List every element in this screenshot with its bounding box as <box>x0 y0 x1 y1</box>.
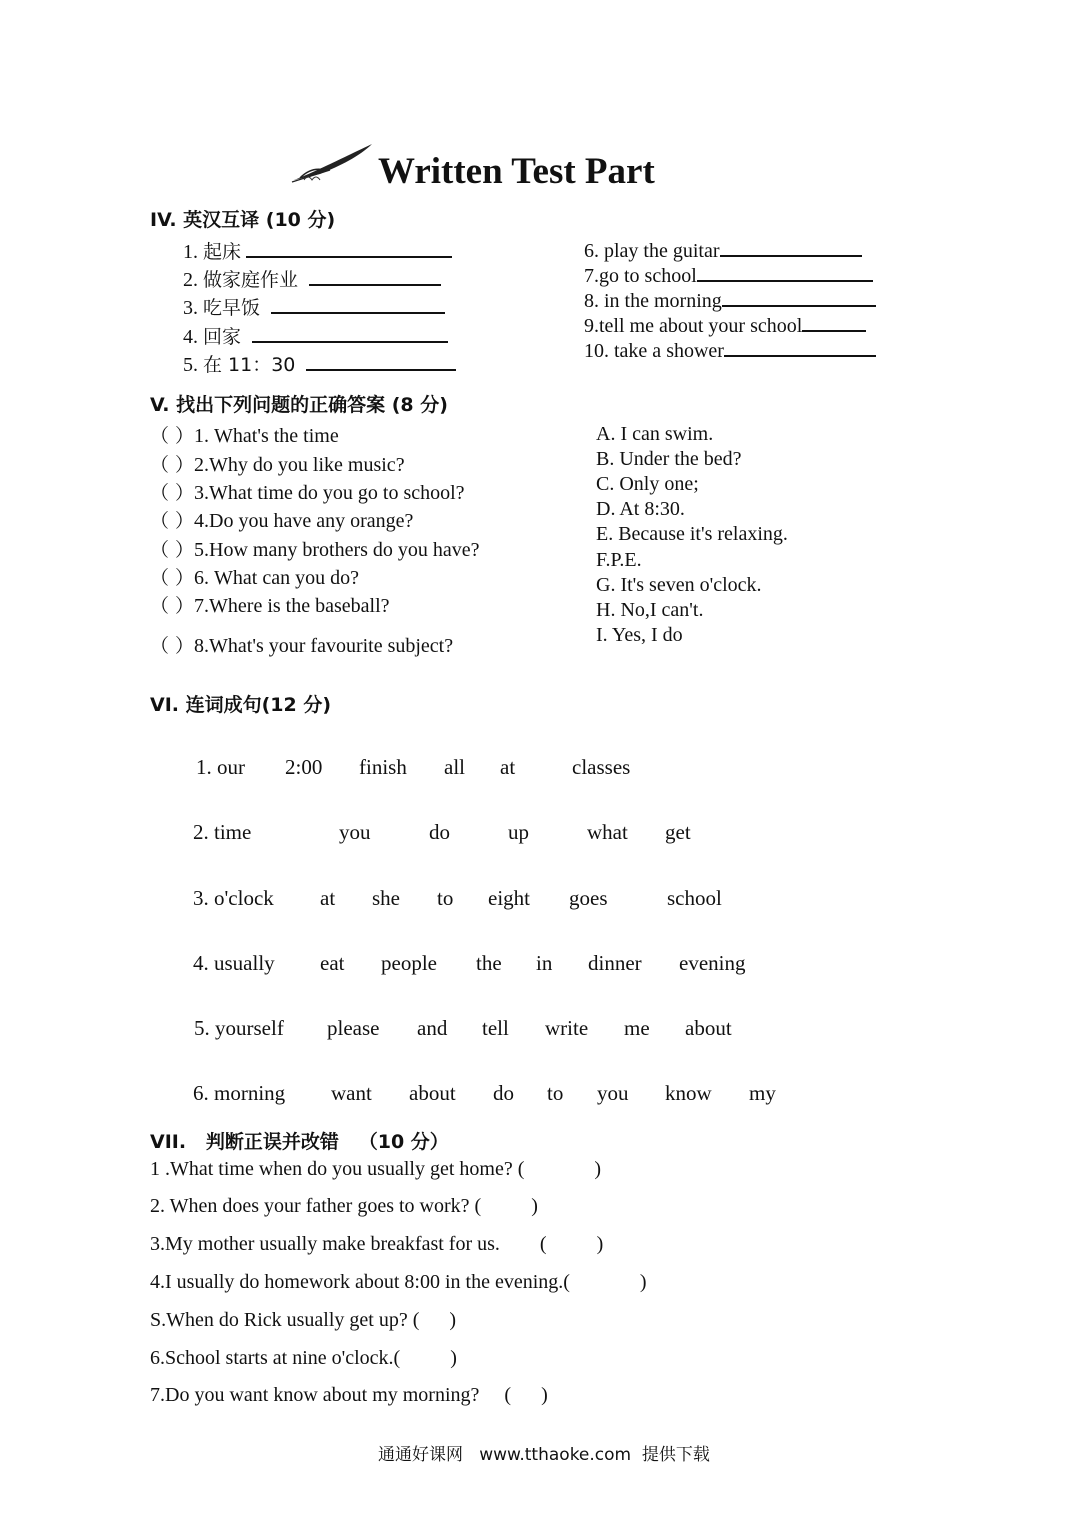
scrambled-word: in <box>536 951 553 975</box>
scrambled-word: 1. our <box>196 755 245 779</box>
match-answer: F.P.E. <box>596 549 642 571</box>
scrambled-word: evening <box>679 951 746 975</box>
correction-item[interactable]: 4.I usually do homework about 8:00 in the evening.( ) <box>150 1271 647 1293</box>
correction-item[interactable]: 7.Do you want know about my morning? ( ) <box>150 1384 548 1406</box>
answer-blank[interactable] <box>271 294 445 314</box>
answer-blank[interactable] <box>802 312 866 332</box>
scrambled-word: please <box>327 1016 380 1040</box>
quill-pen-icon <box>290 140 376 186</box>
scrambled-word: you <box>597 1081 629 1105</box>
scrambled-word: want <box>331 1081 372 1105</box>
match-answer: H. No,I can't. <box>596 599 704 621</box>
scrambled-word: at <box>320 886 336 910</box>
scrambled-word: goes <box>569 886 608 910</box>
scrambled-word: me <box>624 1016 650 1040</box>
scrambled-word: what <box>587 820 628 844</box>
match-answer: A. I can swim. <box>596 423 714 445</box>
answer-blank[interactable] <box>724 337 876 357</box>
translate-item: 1. 起床 <box>183 237 452 264</box>
answer-blank[interactable] <box>246 238 452 258</box>
answer-bracket[interactable]: （ ） <box>150 510 195 532</box>
scrambled-word: you <box>339 820 371 844</box>
match-answer: E. Because it's relaxing. <box>596 523 788 545</box>
translate-item: 5. 在 11：30 <box>183 350 456 377</box>
translate-item: 10. take a shower <box>584 337 876 363</box>
correction-item[interactable]: 6.School starts at nine o'clock.( ) <box>150 1347 457 1369</box>
section-4-heading: IV. 英汉互译 (10 分) <box>150 209 336 231</box>
scrambled-word: dinner <box>588 951 642 975</box>
match-answer: D. At 8:30. <box>596 498 685 520</box>
scrambled-word: about <box>409 1081 456 1105</box>
answer-blank[interactable] <box>720 237 862 257</box>
translate-item: 7.go to school <box>584 262 873 288</box>
scrambled-word: eat <box>320 951 345 975</box>
answer-bracket[interactable]: （ ） <box>150 425 195 447</box>
match-answer: G. It's seven o'clock. <box>596 574 762 596</box>
scrambled-word: eight <box>488 886 530 910</box>
match-answer: B. Under the bed? <box>596 448 742 470</box>
scrambled-word: to <box>547 1081 564 1105</box>
match-answer: I. Yes, I do <box>596 624 683 646</box>
scrambled-word: about <box>685 1016 732 1040</box>
scrambled-word: people <box>381 951 437 975</box>
match-question: （ ）2.Why do you like music? <box>150 454 405 476</box>
translate-item: 9.tell me about your school <box>584 312 866 338</box>
scrambled-word: the <box>476 951 502 975</box>
scrambled-word: she <box>372 886 400 910</box>
page-title: Written Test Part <box>378 151 655 192</box>
answer-bracket[interactable]: （ ） <box>150 482 195 504</box>
translate-item: 4. 回家 <box>183 322 448 349</box>
correction-item[interactable]: 1 .What time when do you usually get home? ( ) <box>150 1158 602 1180</box>
scrambled-word: school <box>667 886 722 910</box>
correction-item[interactable]: 3.My mother usually make breakfast for us. ( ) <box>150 1233 604 1255</box>
scrambled-word: tell <box>482 1016 509 1040</box>
match-question: （ ）5.How many brothers do you have? <box>150 539 480 561</box>
section-6-heading: VI. 连词成句(12 分) <box>150 694 332 716</box>
page-footer: 通通好课网 www.tthaoke.com 提供下载 <box>378 1445 710 1465</box>
answer-blank[interactable] <box>722 287 876 307</box>
scrambled-word: 3. o'clock <box>193 886 274 910</box>
scrambled-word: get <box>665 820 691 844</box>
scrambled-word: 2:00 <box>285 755 323 779</box>
scrambled-word: 2. time <box>193 820 252 844</box>
scrambled-word: at <box>500 755 516 779</box>
scrambled-word: 5. yourself <box>194 1016 284 1040</box>
scrambled-word: do <box>429 820 450 844</box>
scrambled-word: all <box>444 755 465 779</box>
scrambled-word: to <box>437 886 454 910</box>
correction-item[interactable]: S.When do Rick usually get up? ( ) <box>150 1309 457 1331</box>
match-question: （ ）4.Do you have any orange? <box>150 510 414 532</box>
translate-item: 8. in the morning <box>584 287 876 313</box>
match-question: （ ）8.What's your favourite subject? <box>150 635 454 657</box>
match-question: （ ）3.What time do you go to school? <box>150 482 465 504</box>
scrambled-word: classes <box>572 755 631 779</box>
section-7-heading: VII. 判断正误并改错 （10 分） <box>150 1131 449 1153</box>
translate-item: 2. 做家庭作业 <box>183 265 441 292</box>
scrambled-word: 4. usually <box>193 951 275 975</box>
answer-blank[interactable] <box>309 266 441 286</box>
answer-bracket[interactable]: （ ） <box>150 635 195 657</box>
answer-blank[interactable] <box>306 351 456 371</box>
scrambled-word: know <box>665 1081 712 1105</box>
answer-blank[interactable] <box>252 323 448 343</box>
translate-item: 3. 吃早饭 <box>183 293 445 320</box>
scrambled-word: and <box>417 1016 448 1040</box>
scrambled-word: my <box>749 1081 776 1105</box>
match-answer: C. Only one; <box>596 473 699 495</box>
match-question: （ ）6. What can you do? <box>150 567 359 589</box>
translate-item: 6. play the guitar <box>584 237 862 263</box>
scrambled-word: do <box>493 1081 514 1105</box>
correction-item[interactable]: 2. When does your father goes to work? ( ) <box>150 1195 538 1217</box>
match-question: （ ）1. What's the time <box>150 425 339 447</box>
answer-bracket[interactable]: （ ） <box>150 567 195 589</box>
answer-bracket[interactable]: （ ） <box>150 595 195 617</box>
answer-blank[interactable] <box>697 262 873 282</box>
answer-bracket[interactable]: （ ） <box>150 539 195 561</box>
answer-bracket[interactable]: （ ） <box>150 454 195 476</box>
scrambled-word: up <box>508 820 529 844</box>
match-question: （ ）7.Where is the baseball? <box>150 595 390 617</box>
scrambled-word: write <box>545 1016 589 1040</box>
section-5-heading: V. 找出下列问题的正确答案 (8 分) <box>150 394 448 416</box>
scrambled-word: 6. morning <box>193 1081 286 1105</box>
scrambled-word: finish <box>359 755 407 779</box>
